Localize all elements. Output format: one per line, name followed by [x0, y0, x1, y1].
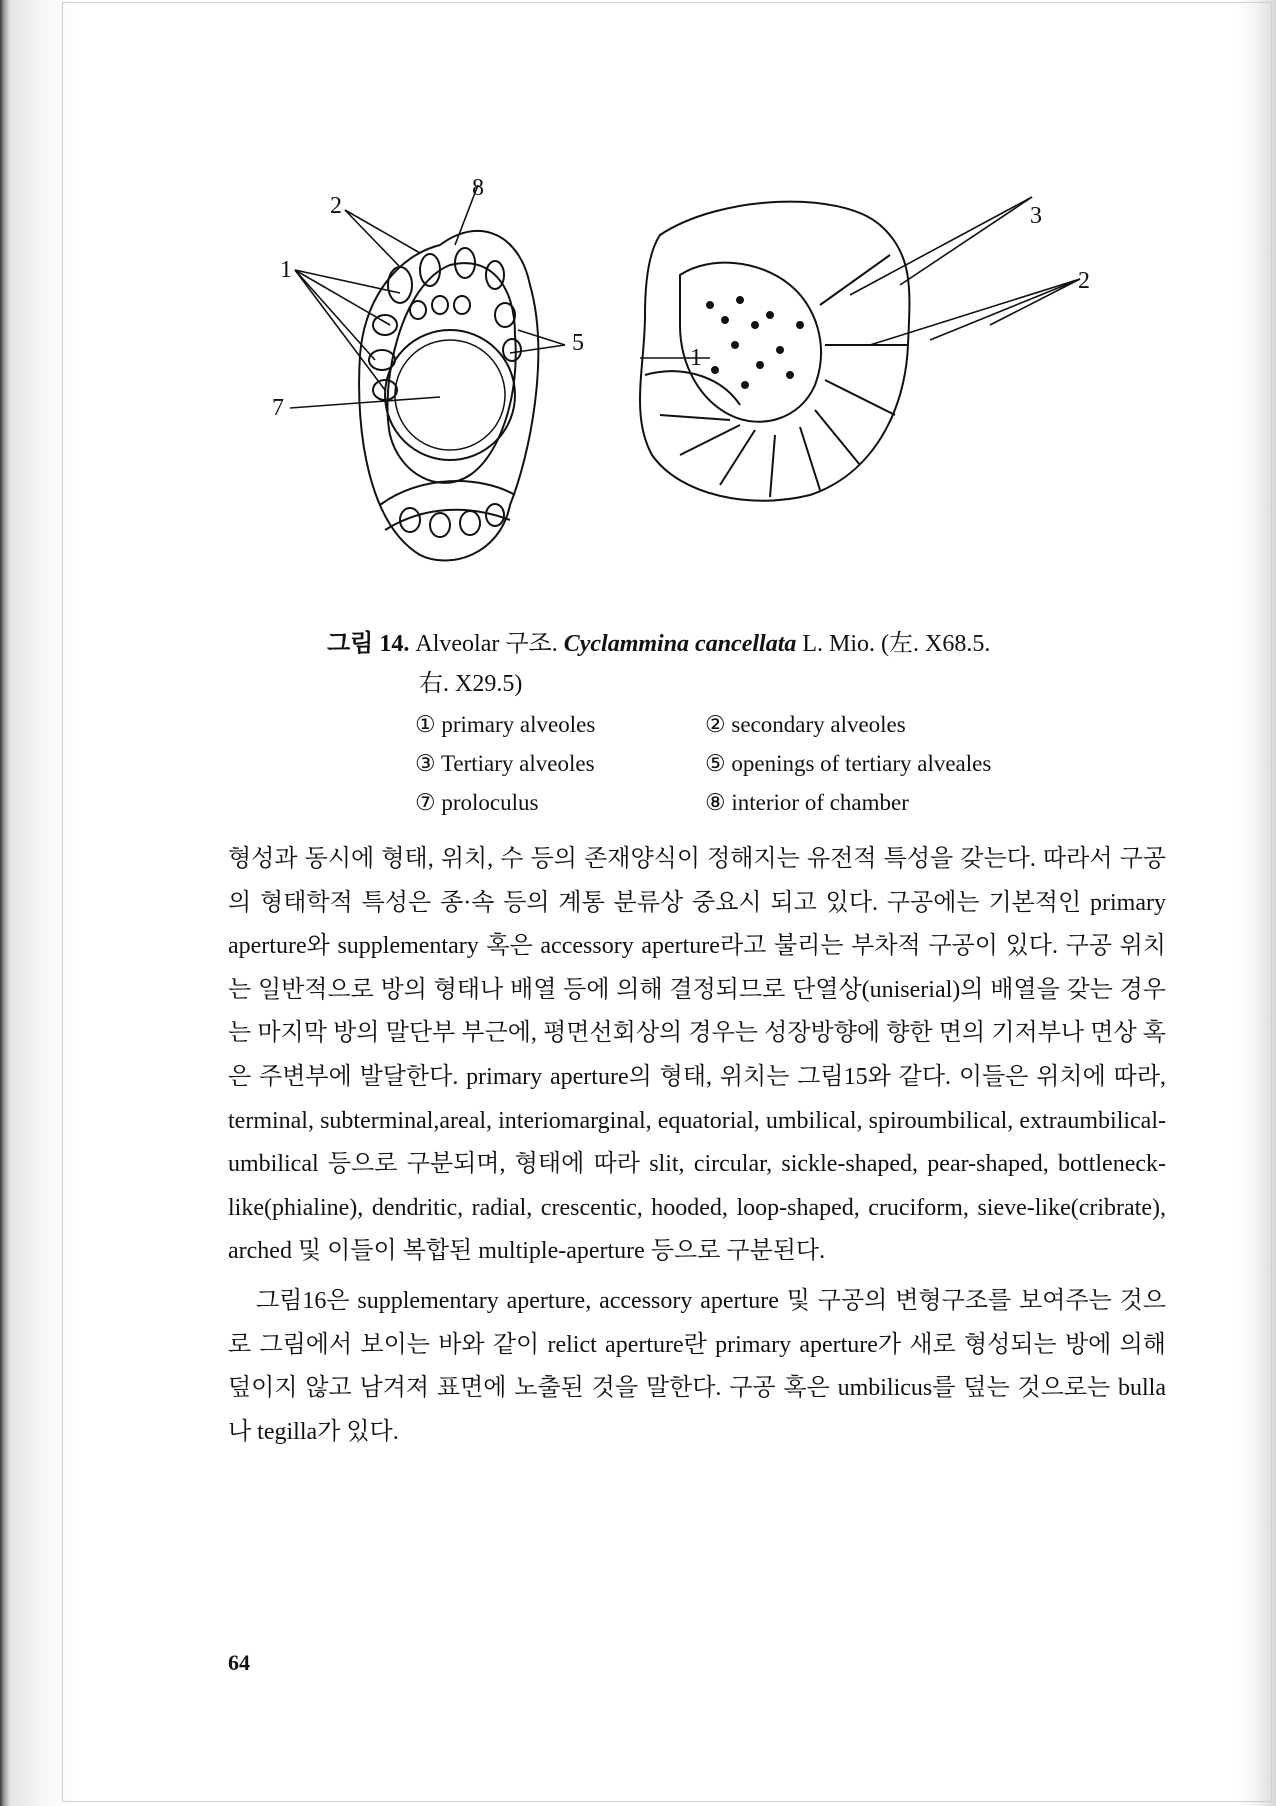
figure-alveolar-structure — [272, 175, 1090, 615]
legend-item: ⑦ proloculus — [415, 789, 539, 815]
figure-caption — [327, 624, 1127, 704]
figure-legend — [415, 705, 1095, 822]
right-specimen-drawing — [640, 202, 909, 501]
legend-row — [415, 783, 1095, 822]
label-5: 5 — [572, 330, 584, 356]
legend-item: ① primary alveoles — [415, 711, 596, 737]
legend-row — [415, 744, 1095, 783]
label-2-left: 2 — [330, 193, 342, 219]
legend-row — [415, 705, 1095, 744]
label-3: 3 — [1030, 203, 1042, 229]
label-1-right: 1 — [690, 345, 702, 371]
body-paragraph-2: 그림16은 supplementary aperture, accessory aperture 및 구공의 변형구조를 보여주는 것으로 그림에서 보이는 바와 같이 relict aperture란 primary aperture가 새로 형성되는 방에 의해 덮이지 않고 남겨져 표면에 노출된 것을 말한다. 구공 혹은 umbilicus를 덮는 것으로는 bulla나 tegilla가 있다. — [228, 1287, 1166, 1445]
left-specimen-drawing — [359, 231, 538, 561]
label-1-left: 1 — [280, 257, 292, 283]
caption-lead: 그림 14. — [327, 631, 410, 657]
caption-species: Cyclammina cancellata — [563, 631, 797, 657]
page-number: 64 — [228, 1650, 250, 1675]
body-text — [228, 838, 1166, 1454]
label-7: 7 — [272, 395, 284, 421]
label-2-right: 2 — [1078, 268, 1090, 294]
label-8: 8 — [472, 175, 484, 201]
body-paragraph-1: 형성과 동시에 형태, 위치, 수 등의 존재양식이 정해지는 유전적 특성을 갖는다. 따라서 구공의 형태학적 특성은 종·속 등의 계통 분류상 중요시 되고 있다. 구공에는 기본적인 primary aperture와 supplementary 혹은 accessory aperture라고 불리는 부차적 구공이 있다. 구공 위치는 일반적으로 방의 형태나 배열 등에 의해 결정되므로 단열상(uniserial)의 배열을 갖는 경우는 마지막 방의 말단부 부근에, 평면선회상의 경우는 성장방향에 향한 면의 기저부나 면상 혹은 주변부에 발달한다. primary aperture의 형태, 위치는 그림15와 같다. 이들은 위치에 따라, terminal, subterminal,areal, interiomarginal, equatorial, umbilical, spiroumbilical, extraumbilical-umbilical 등으로 구분되며, 형태에 따라 slit, circular, sickle-shaped, pear-shaped, bottleneck-like(phialine), dendritic, radial, crescentic, hooded, loop-shaped, cruciform, sieve-like(cribrate), arched 및 이들이 복합된 multiple-aperture 등으로 구분된다. — [228, 846, 1166, 1265]
caption-text-a: Alveolar 구조. — [409, 631, 564, 657]
caption-text-b: L. Mio. (左. X68.5. — [796, 631, 991, 657]
legend-item: ② secondary alveoles — [705, 711, 906, 737]
caption-text-c: 右. X29.5) — [419, 671, 523, 697]
legend-item: ③ Tertiary alveoles — [415, 750, 595, 776]
legend-item: ⑤ openings of tertiary alveales — [705, 750, 992, 776]
legend-item: ⑧ interior of chamber — [705, 789, 909, 815]
